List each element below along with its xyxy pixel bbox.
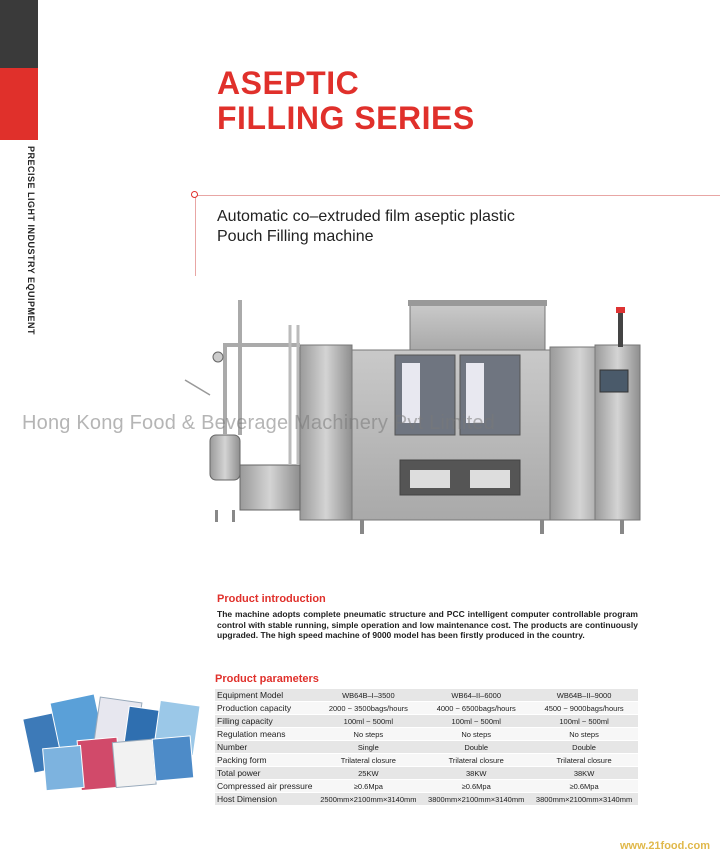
divider-horizontal xyxy=(195,195,720,196)
param-value: 38KW xyxy=(530,767,638,780)
table-row xyxy=(215,715,638,728)
param-value: Double xyxy=(530,741,638,754)
table-row xyxy=(215,689,638,702)
page-title xyxy=(217,66,475,136)
param-label: Packing form xyxy=(215,754,314,767)
param-label: Number xyxy=(215,741,314,754)
param-value: Trilateral closure xyxy=(530,754,638,767)
sidebar-vertical-text: PRECISE LIGHT INDUSTRY EQUIPMENT xyxy=(26,146,36,336)
param-label: Filling capacity xyxy=(215,715,314,728)
param-value: ≥0.6Mpa xyxy=(422,780,530,793)
product-subtitle xyxy=(217,207,515,247)
subtitle-line-1: Automatic co–extruded film aseptic plastic xyxy=(217,208,515,225)
watermark-text: Hong Kong Food & Beverage Machinery Pvt Limited xyxy=(22,412,495,434)
table-row xyxy=(215,793,638,806)
param-value: 3800mm×2100mm×3140mm xyxy=(422,793,530,806)
param-value: No steps xyxy=(530,728,638,741)
table-row xyxy=(215,767,638,780)
param-value: WB64B–II–9000 xyxy=(530,689,638,702)
param-value: 2000 ~ 3500bags/hours xyxy=(314,702,422,715)
param-label: Host Dimension xyxy=(215,793,314,806)
param-label: Total power xyxy=(215,767,314,780)
param-value: WB64B–I–3500 xyxy=(314,689,422,702)
param-value: 38KW xyxy=(422,767,530,780)
param-value: WB64–II–6000 xyxy=(422,689,530,702)
param-label: Equipment Model xyxy=(215,689,314,702)
red-accent-bar xyxy=(0,68,38,140)
pouch-samples-image xyxy=(20,688,215,793)
param-value: ≥0.6Mpa xyxy=(530,780,638,793)
title-line-2: FILLING SERIES xyxy=(217,100,475,136)
param-value: 100ml ~ 500ml xyxy=(422,715,530,728)
param-value: 100ml ~ 500ml xyxy=(314,715,422,728)
title-line-1: ASEPTIC xyxy=(217,65,360,101)
param-label: Production capacity xyxy=(215,702,314,715)
param-value: 4000 ~ 6500bags/hours xyxy=(422,702,530,715)
param-value: 2500mm×2100mm×3140mm xyxy=(314,793,422,806)
subtitle-line-2: Pouch Filling machine xyxy=(217,228,374,245)
table-row xyxy=(215,728,638,741)
param-value: Trilateral closure xyxy=(422,754,530,767)
param-value: Single xyxy=(314,741,422,754)
param-value: Trilateral closure xyxy=(314,754,422,767)
param-value: 100ml ~ 500ml xyxy=(530,715,638,728)
table-row xyxy=(215,702,638,715)
param-value: ≥0.6Mpa xyxy=(314,780,422,793)
divider-dot xyxy=(191,191,198,198)
intro-heading: Product introduction xyxy=(217,593,326,605)
table-row xyxy=(215,741,638,754)
top-dark-bar xyxy=(0,0,38,68)
params-table xyxy=(215,689,638,806)
param-value: 25KW xyxy=(314,767,422,780)
intro-paragraph: The machine adopts complete pneumatic structure and PCC intelligent computer controllable program control with stable running, simple operation and low maintenance cost. The products are continuously upgraded. The high speed machine of 9000 model has been firstly produced in the country. xyxy=(217,609,638,640)
divider-vertical xyxy=(195,195,196,276)
footer-watermark: www.21food.com xyxy=(620,840,711,852)
table-row xyxy=(215,780,638,793)
table-row xyxy=(215,754,638,767)
param-value: 4500 ~ 9000bags/hours xyxy=(530,702,638,715)
param-value: No steps xyxy=(422,728,530,741)
param-label: Regulation means xyxy=(215,728,314,741)
param-value: Double xyxy=(422,741,530,754)
param-label: Compressed air pressure xyxy=(217,781,313,791)
param-value: No steps xyxy=(314,728,422,741)
params-heading: Product parameters xyxy=(215,673,319,685)
param-value: 3800mm×2100mm×3140mm xyxy=(530,793,638,806)
